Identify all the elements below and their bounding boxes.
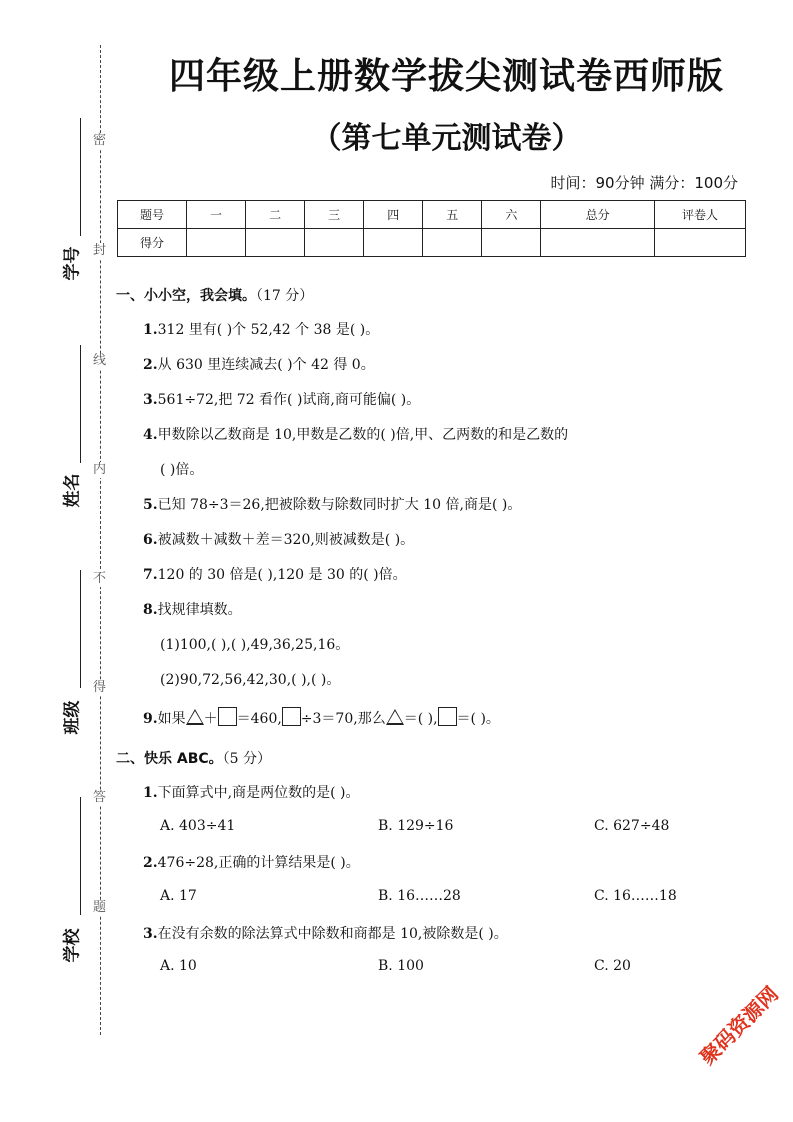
score-table	[117, 200, 746, 257]
question-1-6	[143, 529, 414, 549]
question-1-4	[143, 424, 568, 444]
page-title: 四年级上册数学拔尖测试卷西师版	[168, 56, 724, 97]
question-2-1	[143, 782, 359, 802]
question-text: 从 630 里连续减去( )个 42 得 0。	[157, 357, 375, 373]
student-id-label: 学号	[62, 246, 83, 281]
question-number: 9.	[143, 711, 158, 727]
section-1-title: 一、小小空，我会填。	[116, 288, 256, 304]
question-text: 在没有余数的除法算式中除数和商都是 10,被除数是( )。	[157, 926, 508, 942]
score-cell[interactable]	[655, 229, 746, 257]
question-text: ＝460,	[236, 711, 282, 727]
section-1-points: （17 分）	[256, 288, 314, 304]
question-1-3	[143, 389, 420, 409]
school-label: 学校	[62, 928, 83, 963]
class-label: 班级	[62, 700, 83, 735]
question-number: 3.	[143, 926, 158, 942]
score-row-label: 得分	[118, 229, 187, 257]
question-text: 下面算式中,商是两位数的是( )。	[157, 785, 360, 801]
question-1-2	[143, 354, 375, 374]
score-header-cell: 二	[246, 201, 305, 229]
seal-char: 答	[93, 790, 107, 805]
question-1-9	[143, 707, 500, 728]
seal-char: 题	[93, 900, 107, 915]
seal-char: 线	[93, 353, 107, 368]
question-number: 5.	[143, 497, 158, 513]
score-cell[interactable]	[364, 229, 423, 257]
option-c: C. 16……18	[594, 888, 677, 904]
score-header-cell: 评卷人	[655, 201, 746, 229]
score-header-cell: 五	[423, 201, 482, 229]
question-number: 7.	[143, 567, 158, 583]
binding-dashed-line	[100, 45, 101, 1035]
score-header-cell: 三	[305, 201, 364, 229]
question-text: 312 里有( )个 52,42 个 38 是( )。	[157, 322, 380, 338]
question-1-8	[143, 599, 242, 619]
section-1-heading	[116, 285, 313, 305]
seal-char: 内	[93, 462, 107, 477]
score-header-cell: 六	[482, 201, 541, 229]
option-c: C. 627÷48	[594, 818, 670, 834]
question-text: 如果	[157, 711, 186, 727]
name-label: 姓名	[62, 473, 83, 508]
score-cell[interactable]	[482, 229, 541, 257]
score-cell[interactable]	[541, 229, 655, 257]
question-number: 2.	[143, 855, 158, 871]
section-2-title: 二、快乐 ABC。	[116, 751, 223, 767]
name-line[interactable]	[80, 345, 81, 463]
question-text: 找规律填数。	[157, 602, 242, 618]
option-a: A. 10	[160, 958, 197, 974]
question-2-2	[143, 852, 360, 872]
score-table-header-row	[118, 201, 746, 229]
seal-char: 不	[93, 571, 107, 586]
option-b: B. 16……28	[378, 888, 461, 904]
school-line[interactable]	[80, 797, 81, 915]
question-number: 3.	[143, 392, 158, 408]
question-text: 甲数除以乙数商是 10,甲数是乙数的( )倍,甲、乙两数的和是乙数的	[157, 427, 569, 443]
question-number: 2.	[143, 357, 158, 373]
option-c: C. 20	[594, 958, 631, 974]
question-text: 已知 78÷3＝26,把被除数与除数同时扩大 10 倍,商是( )。	[157, 497, 522, 513]
question-number: 1.	[143, 785, 158, 801]
seal-char: 得	[93, 680, 107, 695]
question-text: 被减数＋减数＋差＝320,则被减数是( )。	[157, 532, 415, 548]
score-cell[interactable]	[246, 229, 305, 257]
option-b: B. 100	[378, 958, 424, 974]
triangle-icon	[386, 709, 404, 725]
watermark: 聚码资源网	[695, 981, 783, 1070]
option-a: A. 17	[160, 888, 197, 904]
question-number: 8.	[143, 602, 158, 618]
section-2-heading	[116, 748, 271, 768]
student-id-line[interactable]	[80, 118, 81, 236]
square-icon	[438, 707, 457, 726]
exam-info: 时间：90分钟 满分：100分	[550, 174, 738, 192]
question-text: 120 的 30 倍是( ),120 是 30 的( )倍。	[157, 567, 407, 583]
question-1-4-continued: ( )倍。	[160, 462, 204, 478]
class-line[interactable]	[80, 570, 81, 688]
question-1-8-part-1: (1)100,( ),( ),49,36,25,16。	[160, 637, 350, 653]
question-text: 476÷28,正确的计算结果是( )。	[157, 855, 360, 871]
section-2-points: （5 分）	[222, 751, 272, 767]
question-1-1	[143, 319, 379, 339]
question-text: ÷3＝70,那么	[300, 711, 386, 727]
score-header-cell: 题号	[118, 201, 187, 229]
question-text: ＝( )。	[456, 711, 500, 727]
question-1-8-part-2: (2)90,72,56,42,30,( ),( )。	[160, 672, 341, 688]
question-number: 6.	[143, 532, 158, 548]
question-1-5	[143, 494, 521, 514]
score-header-cell: 总分	[541, 201, 655, 229]
square-icon	[282, 707, 301, 726]
page-subtitle: （第七单元测试卷）	[311, 121, 582, 156]
question-number: 4.	[143, 427, 158, 443]
question-text: 561÷72,把 72 看作( )试商,商可能偏( )。	[157, 392, 421, 408]
square-icon	[218, 707, 237, 726]
question-text: ＝( ),	[403, 711, 438, 727]
score-cell[interactable]	[423, 229, 482, 257]
question-2-3	[143, 923, 508, 943]
score-cell[interactable]	[187, 229, 246, 257]
score-header-cell: 四	[364, 201, 423, 229]
score-table-score-row	[118, 229, 746, 257]
score-cell[interactable]	[305, 229, 364, 257]
question-number: 1.	[143, 322, 158, 338]
plus-sign: ＋	[203, 711, 218, 727]
triangle-icon	[186, 709, 204, 725]
score-header-cell: 一	[187, 201, 246, 229]
seal-char: 封	[93, 243, 107, 258]
option-b: B. 129÷16	[378, 818, 454, 834]
option-a: A. 403÷41	[160, 818, 236, 834]
seal-char: 密	[93, 133, 107, 148]
question-1-7	[143, 564, 407, 584]
